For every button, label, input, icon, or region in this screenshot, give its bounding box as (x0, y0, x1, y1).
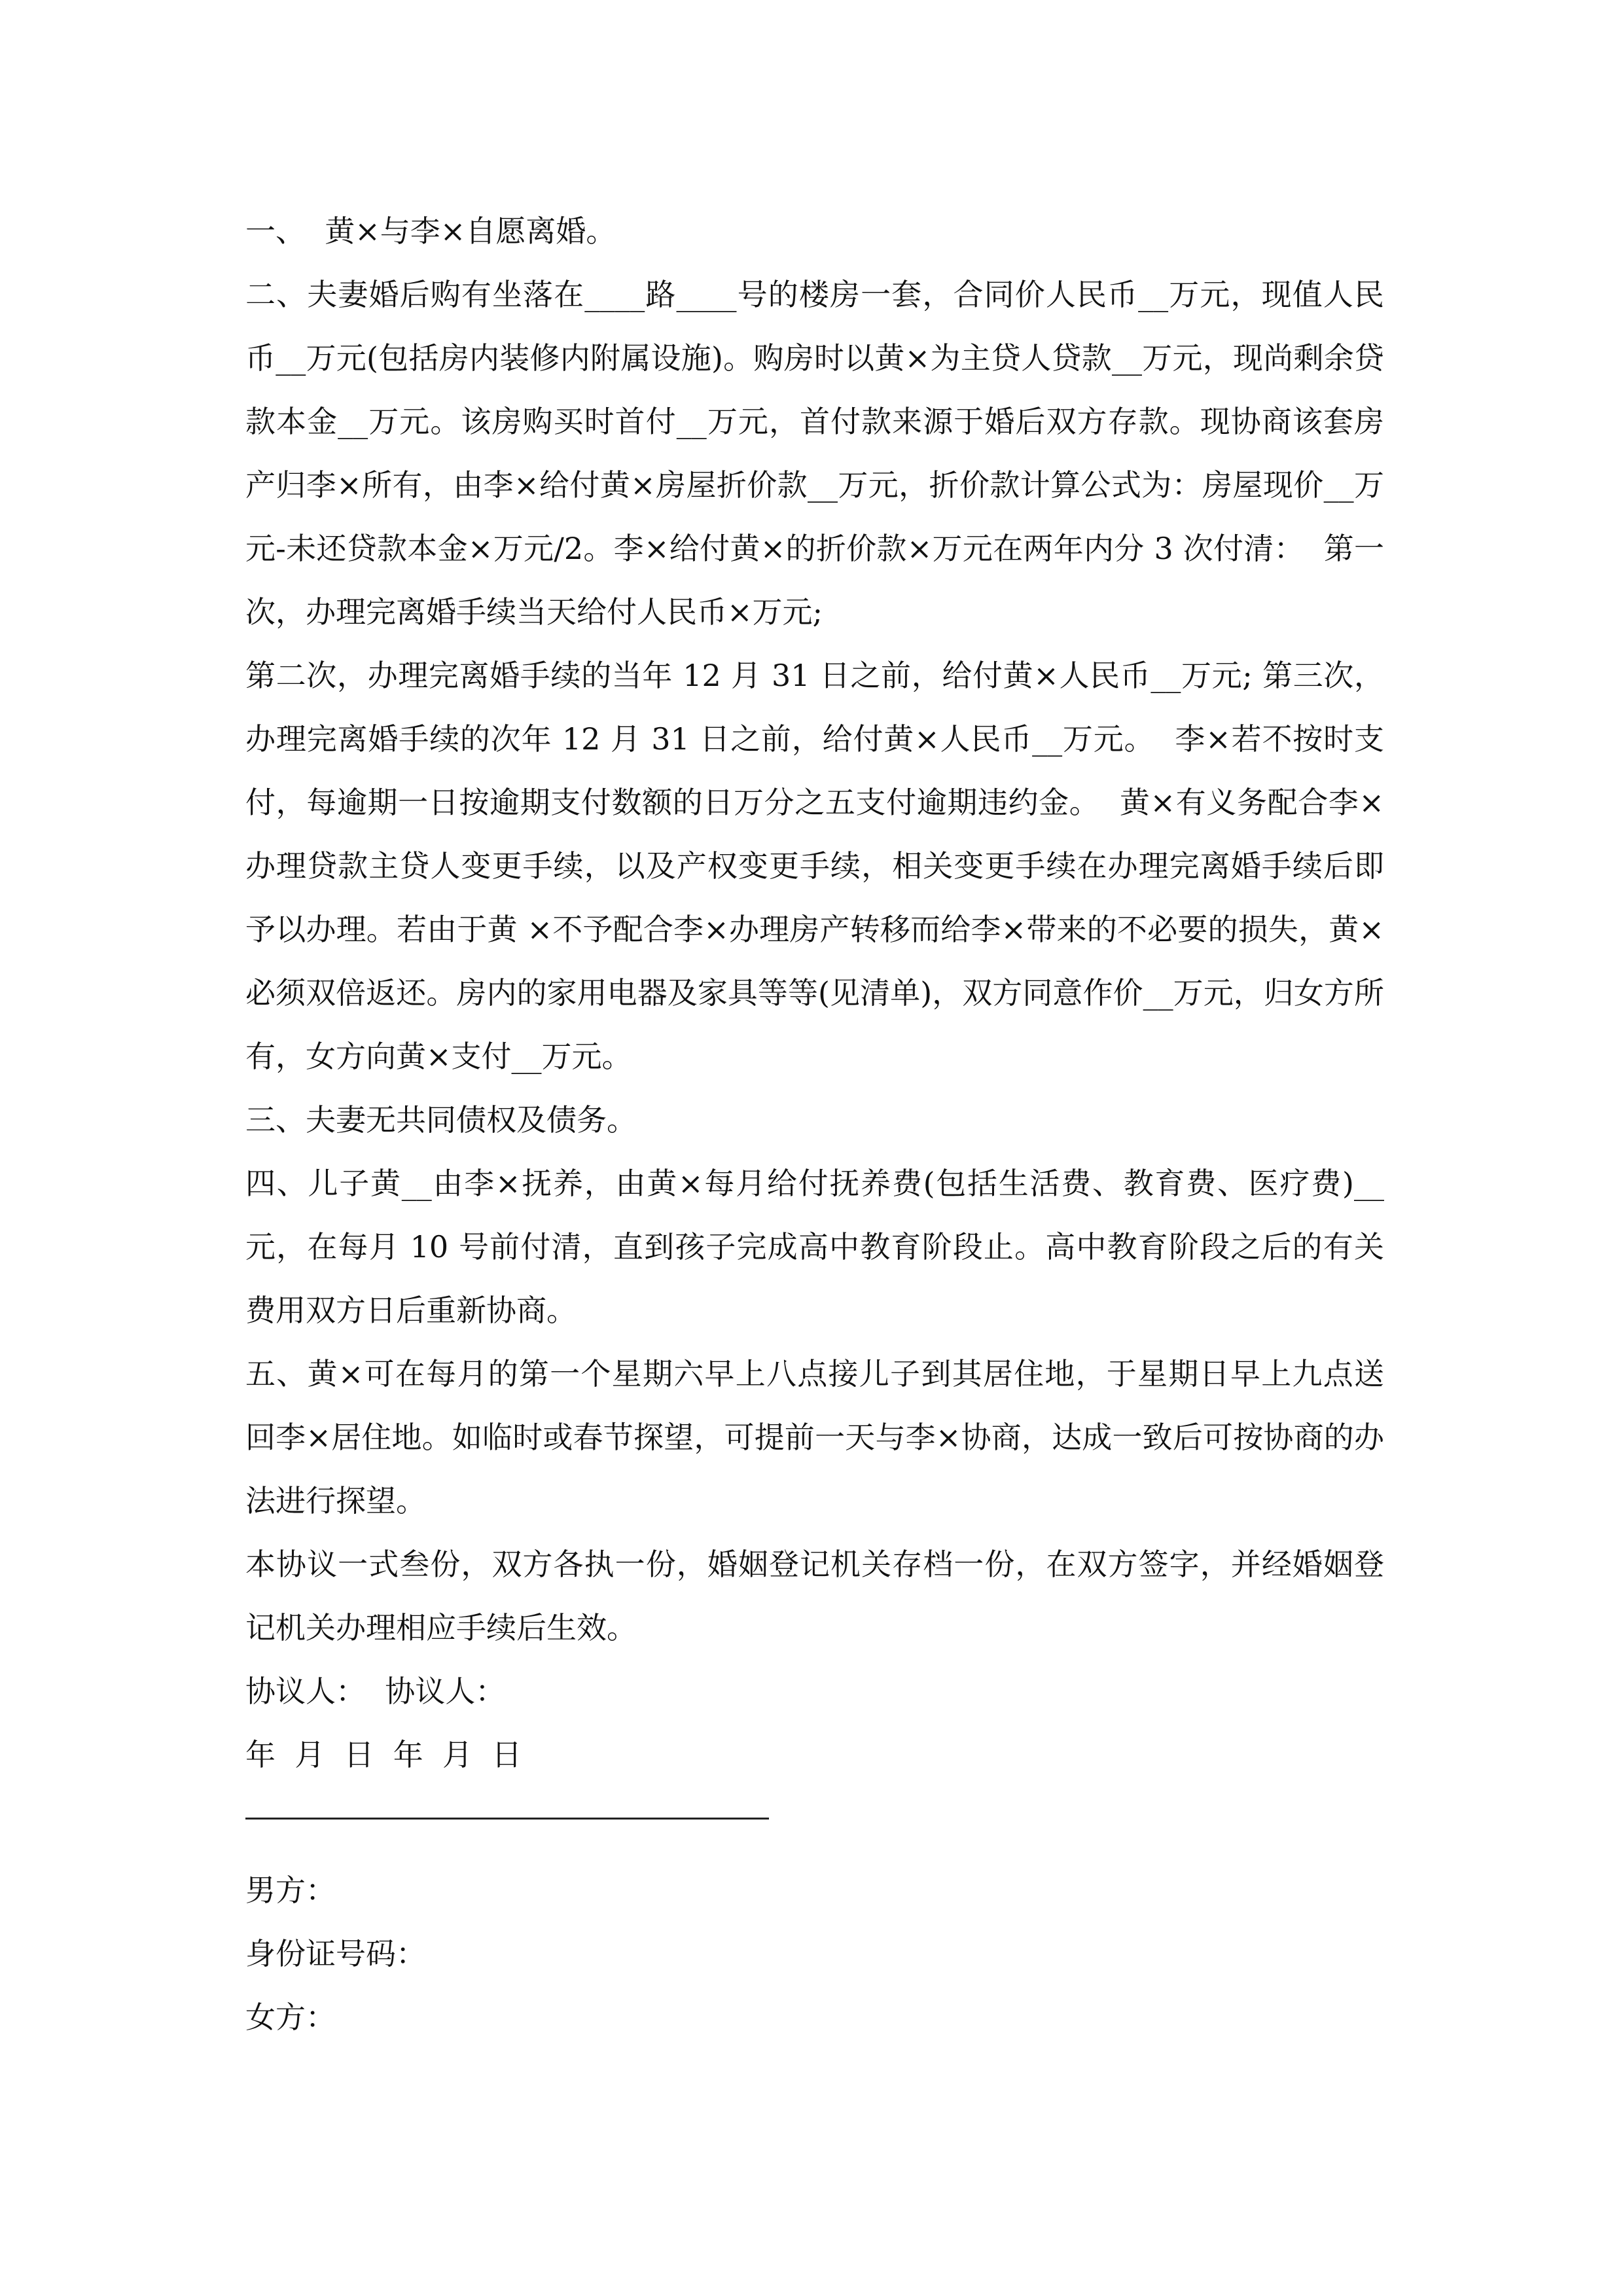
clause-2-continued: 第二次，办理完离婚手续的当年 12 月 31 日之前，给付黄×人民币__万元; 第三次，办理完离婚手续的次年 12 月 31 日之前，给付黄×人民币__万元。 李×若不按时支付，每逾期一日按逾期支付数额的日万分之五支付逾期违约金。 黄×有义务配合李×办理贷款主贷人变更手续，以及产权变更手续，相关变更手续在办理完离婚手续后即予以办理。若由于黄 ×不予配合李×办理房产转移而给李×带来的不必要的损失，黄×必须双倍返还。房内的家用电器及家具等等(见清单)，双方同意作价__万元，归女方所有，女方向黄×支付__万元。 (245, 658, 1384, 1074)
female-party-label: 女方： (245, 2000, 336, 2035)
date-line: 年 月 日 年 月 日 (245, 1737, 522, 1772)
clause-3: 三、夫妻无共同债权及债务。 (245, 1102, 637, 1138)
clause-2: 二、夫妻婚后购有坐落在____路____号的楼房一套，合同价人民币__万元，现值人民币__万元(包括房内装修内附属设施)。购房时以黄×为主贷人贷款__万元，现尚剩余贷款本金__万元。该房购买时首付__万元，首付款来源于婚后双方存款。现协商该套房产归李×所有，由李×给付黄×房屋折价款__万元，折价款计算公式为：房屋现价__万元-未还贷款本金×万元/2。李×给付黄×的折价款×万元在两年内分 3 次付清： 第一次，办理完离婚手续当天给付人民币×万元; (245, 277, 1384, 630)
clause-5: 五、黄×可在每月的第一个星期六早上八点接儿子到其居住地，于星期日早上九点送回李×居住地。如临时或春节探望，可提前一天与李×协商，达成一致后可按协商的办法进行探望。 (245, 1356, 1384, 1518)
agreement-body (245, 200, 1384, 2049)
separator-line (245, 1818, 769, 1820)
signatories-line: 协议人： 协议人： (245, 1674, 506, 1709)
id-number-label: 身份证号码： (245, 1936, 426, 1971)
clause-4: 四、儿子黄__由李×抚养，由黄×每月给付抚养费(包括生活费、教育费、医疗费)__元，在每月 10 号前付清，直到孩子完成高中教育阶段止。高中教育阶段之后的有关费用双方日后重新协商。 (245, 1166, 1384, 1328)
male-party-label: 男方： (245, 1873, 336, 1908)
clause-1: 一、 黄×与李×自愿离婚。 (245, 213, 616, 249)
effectiveness-clause: 本协议一式叁份，双方各执一份，婚姻登记机关存档一份，在双方签字，并经婚姻登记机关办理相应手续后生效。 (245, 1547, 1384, 1645)
